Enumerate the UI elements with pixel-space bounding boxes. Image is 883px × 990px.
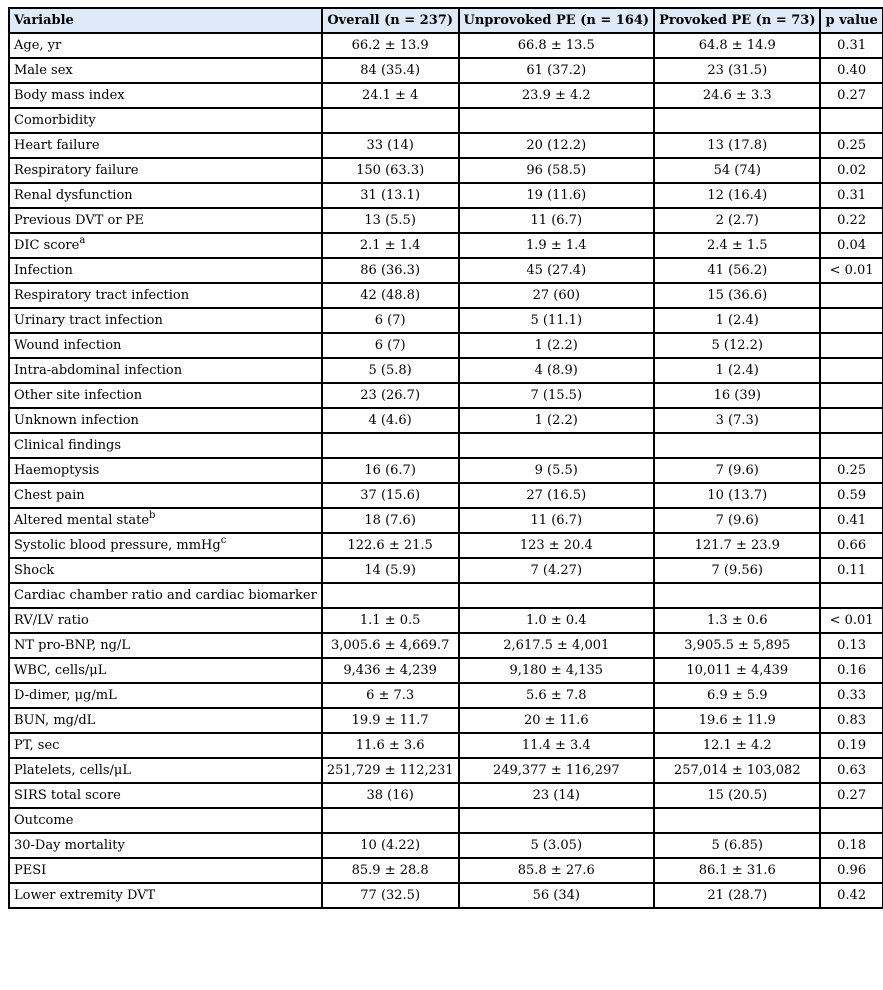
variable-cell [9, 233, 322, 258]
variable-cell [9, 458, 322, 483]
provoked-cell: 7 (9.6) [654, 458, 820, 483]
header-row [9, 8, 883, 33]
unprovoked-cell [459, 583, 655, 608]
unprovoked-cell: 85.8 ± 27.6 [459, 858, 655, 883]
p-value-cell: 0.25 [820, 458, 882, 483]
p-value-cell: 0.40 [820, 58, 882, 83]
table-container [8, 7, 883, 909]
variable-label: Systolic blood pressure, mmHg [14, 538, 221, 553]
table-row [9, 183, 883, 208]
unprovoked-cell: 7 (15.5) [459, 383, 655, 408]
overall-cell: 16 (6.7) [322, 458, 459, 483]
unprovoked-cell: 45 (27.4) [459, 258, 655, 283]
overall-cell: 37 (15.6) [322, 483, 459, 508]
variable-cell [9, 158, 322, 183]
p-value-cell [820, 333, 882, 358]
p-value-cell [820, 358, 882, 383]
p-value-cell [820, 108, 882, 133]
table-row [9, 783, 883, 808]
footnote-marker: a [79, 235, 86, 246]
variable-cell [9, 608, 322, 633]
table-row [9, 608, 883, 633]
p-value-cell: 0.25 [820, 133, 882, 158]
variable-label: Lower extremity DVT [14, 888, 156, 903]
provoked-cell: 7 (9.56) [654, 558, 820, 583]
variable-label: BUN, mg/dL [14, 713, 96, 728]
unprovoked-cell: 23 (14) [459, 783, 655, 808]
overall-cell: 10 (4.22) [322, 833, 459, 858]
overall-cell: 6 ± 7.3 [322, 683, 459, 708]
overall-cell: 251,729 ± 112,231 [322, 758, 459, 783]
variable-cell [9, 808, 322, 833]
variable-cell [9, 383, 322, 408]
overall-cell [322, 108, 459, 133]
variable-label: Clinical findings [14, 438, 122, 453]
variable-cell [9, 308, 322, 333]
p-value-cell: 0.63 [820, 758, 882, 783]
table-row [9, 208, 883, 233]
p-value-cell: 0.27 [820, 83, 882, 108]
table-row [9, 433, 883, 458]
table-row [9, 383, 883, 408]
variable-label: Chest pain [14, 488, 85, 503]
variable-label: Intra-abdominal infection [14, 363, 183, 378]
provoked-cell: 24.6 ± 3.3 [654, 83, 820, 108]
variable-cell [9, 508, 322, 533]
unprovoked-cell: 9 (5.5) [459, 458, 655, 483]
footnote-marker: c [220, 535, 227, 546]
variable-cell [9, 183, 322, 208]
variable-cell [9, 133, 322, 158]
p-value-cell: 0.19 [820, 733, 882, 758]
provoked-cell: 1 (2.4) [654, 358, 820, 383]
overall-cell [322, 433, 459, 458]
p-value-cell: 0.04 [820, 233, 882, 258]
p-value-cell: 0.02 [820, 158, 882, 183]
variable-label: RV/LV ratio [14, 613, 89, 628]
variable-label: Respiratory tract infection [14, 288, 190, 303]
variable-label: Platelets, cells/μL [14, 763, 132, 778]
overall-cell: 18 (7.6) [322, 508, 459, 533]
provoked-cell: 41 (56.2) [654, 258, 820, 283]
p-value-cell [820, 808, 882, 833]
provoked-cell: 13 (17.8) [654, 133, 820, 158]
overall-cell [322, 583, 459, 608]
unprovoked-cell: 20 (12.2) [459, 133, 655, 158]
variable-cell [9, 333, 322, 358]
unprovoked-cell: 1 (2.2) [459, 333, 655, 358]
unprovoked-cell: 56 (34) [459, 883, 655, 908]
variable-cell [9, 533, 322, 558]
variable-cell [9, 708, 322, 733]
overall-cell: 6 (7) [322, 333, 459, 358]
variable-label: NT pro-BNP, ng/L [14, 638, 130, 653]
variable-label: Male sex [14, 63, 73, 78]
table-row [9, 883, 883, 908]
overall-cell: 85.9 ± 28.8 [322, 858, 459, 883]
table-row [9, 458, 883, 483]
variable-cell [9, 258, 322, 283]
overall-cell: 1.1 ± 0.5 [322, 608, 459, 633]
provoked-cell: 3 (7.3) [654, 408, 820, 433]
table-row [9, 558, 883, 583]
variable-cell [9, 33, 322, 58]
p-value-cell [820, 433, 882, 458]
overall-cell: 13 (5.5) [322, 208, 459, 233]
unprovoked-cell [459, 108, 655, 133]
p-value-cell: 0.13 [820, 633, 882, 658]
table-row [9, 83, 883, 108]
table-body [9, 33, 883, 908]
table-row [9, 308, 883, 333]
p-value-cell [820, 308, 882, 333]
p-value-cell: 0.42 [820, 883, 882, 908]
unprovoked-cell: 61 (37.2) [459, 58, 655, 83]
overall-cell: 122.6 ± 21.5 [322, 533, 459, 558]
variable-cell [9, 433, 322, 458]
overall-cell: 84 (35.4) [322, 58, 459, 83]
variable-label: Respiratory failure [14, 163, 139, 178]
unprovoked-cell: 5.6 ± 7.8 [459, 683, 655, 708]
variable-label: Unknown infection [14, 413, 139, 428]
variable-label: Body mass index [14, 88, 125, 103]
p-value-cell [820, 383, 882, 408]
unprovoked-cell: 2,617.5 ± 4,001 [459, 633, 655, 658]
variable-cell [9, 658, 322, 683]
unprovoked-cell: 1.9 ± 1.4 [459, 233, 655, 258]
p-value-cell: 0.18 [820, 833, 882, 858]
variable-cell [9, 358, 322, 383]
variable-cell [9, 883, 322, 908]
unprovoked-cell: 66.8 ± 13.5 [459, 33, 655, 58]
provoked-cell: 3,905.5 ± 5,895 [654, 633, 820, 658]
provoked-cell: 64.8 ± 14.9 [654, 33, 820, 58]
p-value-cell: < 0.01 [820, 608, 882, 633]
unprovoked-cell: 11.4 ± 3.4 [459, 733, 655, 758]
provoked-cell: 21 (28.7) [654, 883, 820, 908]
provoked-cell [654, 583, 820, 608]
provoked-cell [654, 108, 820, 133]
p-value-cell: < 0.01 [820, 258, 882, 283]
p-value-cell: 0.96 [820, 858, 882, 883]
unprovoked-cell: 4 (8.9) [459, 358, 655, 383]
variable-label: PT, sec [14, 738, 60, 753]
table-row [9, 658, 883, 683]
unprovoked-cell: 23.9 ± 4.2 [459, 83, 655, 108]
unprovoked-cell [459, 433, 655, 458]
p-value-cell: 0.11 [820, 558, 882, 583]
variable-cell [9, 408, 322, 433]
overall-cell: 38 (16) [322, 783, 459, 808]
header-p-value: p value [820, 8, 882, 33]
unprovoked-cell: 9,180 ± 4,135 [459, 658, 655, 683]
unprovoked-cell: 249,377 ± 116,297 [459, 758, 655, 783]
overall-cell: 4 (4.6) [322, 408, 459, 433]
table-row [9, 483, 883, 508]
variable-label: D-dimer, μg/mL [14, 688, 117, 703]
table-row [9, 408, 883, 433]
header-variable: Variable [9, 8, 322, 33]
table-row [9, 333, 883, 358]
table-row [9, 108, 883, 133]
provoked-cell: 5 (6.85) [654, 833, 820, 858]
variable-label: Renal dysfunction [14, 188, 133, 203]
variable-cell [9, 208, 322, 233]
overall-cell: 24.1 ± 4 [322, 83, 459, 108]
variable-label: Haemoptysis [14, 463, 100, 478]
provoked-cell: 2.4 ± 1.5 [654, 233, 820, 258]
overall-cell: 31 (13.1) [322, 183, 459, 208]
variable-cell [9, 833, 322, 858]
unprovoked-cell [459, 808, 655, 833]
variable-cell [9, 783, 322, 808]
variable-cell [9, 108, 322, 133]
overall-cell: 42 (48.8) [322, 283, 459, 308]
variable-label: Comorbidity [14, 113, 96, 128]
unprovoked-cell: 11 (6.7) [459, 508, 655, 533]
table-row [9, 508, 883, 533]
unprovoked-cell: 20 ± 11.6 [459, 708, 655, 733]
overall-cell: 23 (26.7) [322, 383, 459, 408]
provoked-cell: 12 (16.4) [654, 183, 820, 208]
table-row [9, 233, 883, 258]
overall-cell: 2.1 ± 1.4 [322, 233, 459, 258]
p-value-cell [820, 408, 882, 433]
variable-cell [9, 758, 322, 783]
variable-cell [9, 633, 322, 658]
variable-label: SIRS total score [14, 788, 121, 803]
data-table [8, 7, 883, 909]
table-row [9, 708, 883, 733]
variable-cell [9, 683, 322, 708]
p-value-cell [820, 583, 882, 608]
table-row [9, 733, 883, 758]
variable-cell [9, 283, 322, 308]
overall-cell: 77 (32.5) [322, 883, 459, 908]
p-value-cell: 0.22 [820, 208, 882, 233]
variable-label: Age, yr [14, 38, 62, 53]
variable-label: Other site infection [14, 388, 143, 403]
table-row [9, 633, 883, 658]
table-row [9, 533, 883, 558]
header-overall: Overall (n = 237) [322, 8, 459, 33]
variable-label: Heart failure [14, 138, 100, 153]
variable-label: Altered mental state [14, 513, 150, 528]
unprovoked-cell: 1.0 ± 0.4 [459, 608, 655, 633]
table-row [9, 158, 883, 183]
overall-cell: 9,436 ± 4,239 [322, 658, 459, 683]
variable-label: Wound infection [14, 338, 122, 353]
overall-cell: 5 (5.8) [322, 358, 459, 383]
p-value-cell: 0.66 [820, 533, 882, 558]
variable-label: Outcome [14, 813, 74, 828]
unprovoked-cell: 1 (2.2) [459, 408, 655, 433]
table-row [9, 283, 883, 308]
table-row [9, 833, 883, 858]
variable-cell [9, 483, 322, 508]
unprovoked-cell: 7 (4.27) [459, 558, 655, 583]
variable-label: Urinary tract infection [14, 313, 163, 328]
variable-cell [9, 83, 322, 108]
p-value-cell: 0.27 [820, 783, 882, 808]
provoked-cell [654, 808, 820, 833]
overall-cell: 19.9 ± 11.7 [322, 708, 459, 733]
provoked-cell: 16 (39) [654, 383, 820, 408]
provoked-cell: 1 (2.4) [654, 308, 820, 333]
variable-cell [9, 58, 322, 83]
unprovoked-cell: 27 (60) [459, 283, 655, 308]
unprovoked-cell: 96 (58.5) [459, 158, 655, 183]
provoked-cell: 10 (13.7) [654, 483, 820, 508]
variable-cell [9, 583, 322, 608]
overall-cell [322, 808, 459, 833]
provoked-cell: 10,011 ± 4,439 [654, 658, 820, 683]
provoked-cell: 121.7 ± 23.9 [654, 533, 820, 558]
provoked-cell: 15 (36.6) [654, 283, 820, 308]
variable-label: 30-Day mortality [14, 838, 125, 853]
table-row [9, 258, 883, 283]
variable-label: Cardiac chamber ratio and cardiac biomarker [14, 588, 317, 603]
table-row [9, 683, 883, 708]
overall-cell: 3,005.6 ± 4,669.7 [322, 633, 459, 658]
table-row [9, 808, 883, 833]
provoked-cell: 23 (31.5) [654, 58, 820, 83]
unprovoked-cell: 11 (6.7) [459, 208, 655, 233]
unprovoked-cell: 5 (3.05) [459, 833, 655, 858]
variable-cell [9, 558, 322, 583]
provoked-cell: 6.9 ± 5.9 [654, 683, 820, 708]
variable-label: DIC score [14, 238, 80, 253]
provoked-cell: 5 (12.2) [654, 333, 820, 358]
overall-cell: 11.6 ± 3.6 [322, 733, 459, 758]
provoked-cell: 7 (9.6) [654, 508, 820, 533]
p-value-cell: 0.83 [820, 708, 882, 733]
overall-cell: 66.2 ± 13.9 [322, 33, 459, 58]
provoked-cell: 19.6 ± 11.9 [654, 708, 820, 733]
overall-cell: 6 (7) [322, 308, 459, 333]
overall-cell: 150 (63.3) [322, 158, 459, 183]
table-row [9, 358, 883, 383]
variable-cell [9, 858, 322, 883]
p-value-cell: 0.31 [820, 33, 882, 58]
provoked-cell [654, 433, 820, 458]
provoked-cell: 86.1 ± 31.6 [654, 858, 820, 883]
provoked-cell: 257,014 ± 103,082 [654, 758, 820, 783]
provoked-cell: 54 (74) [654, 158, 820, 183]
table-row [9, 58, 883, 83]
unprovoked-cell: 5 (11.1) [459, 308, 655, 333]
provoked-cell: 15 (20.5) [654, 783, 820, 808]
table-row [9, 33, 883, 58]
p-value-cell: 0.33 [820, 683, 882, 708]
p-value-cell: 0.59 [820, 483, 882, 508]
variable-label: PESI [14, 863, 47, 878]
p-value-cell: 0.31 [820, 183, 882, 208]
header-provoked: Provoked PE (n = 73) [654, 8, 820, 33]
unprovoked-cell: 27 (16.5) [459, 483, 655, 508]
provoked-cell: 2 (2.7) [654, 208, 820, 233]
footnote-marker: b [149, 510, 156, 521]
variable-label: Shock [14, 563, 55, 578]
unprovoked-cell: 123 ± 20.4 [459, 533, 655, 558]
table-row [9, 758, 883, 783]
table-row [9, 858, 883, 883]
p-value-cell: 0.16 [820, 658, 882, 683]
p-value-cell [820, 283, 882, 308]
variable-cell [9, 733, 322, 758]
header-unprovoked: Unprovoked PE (n = 164) [459, 8, 655, 33]
variable-label: Infection [14, 263, 73, 278]
unprovoked-cell: 19 (11.6) [459, 183, 655, 208]
variable-label: WBC, cells/μL [14, 663, 107, 678]
provoked-cell: 1.3 ± 0.6 [654, 608, 820, 633]
variable-label: Previous DVT or PE [14, 213, 144, 228]
table-row [9, 583, 883, 608]
table-row [9, 133, 883, 158]
provoked-cell: 12.1 ± 4.2 [654, 733, 820, 758]
p-value-cell: 0.41 [820, 508, 882, 533]
overall-cell: 14 (5.9) [322, 558, 459, 583]
overall-cell: 86 (36.3) [322, 258, 459, 283]
overall-cell: 33 (14) [322, 133, 459, 158]
